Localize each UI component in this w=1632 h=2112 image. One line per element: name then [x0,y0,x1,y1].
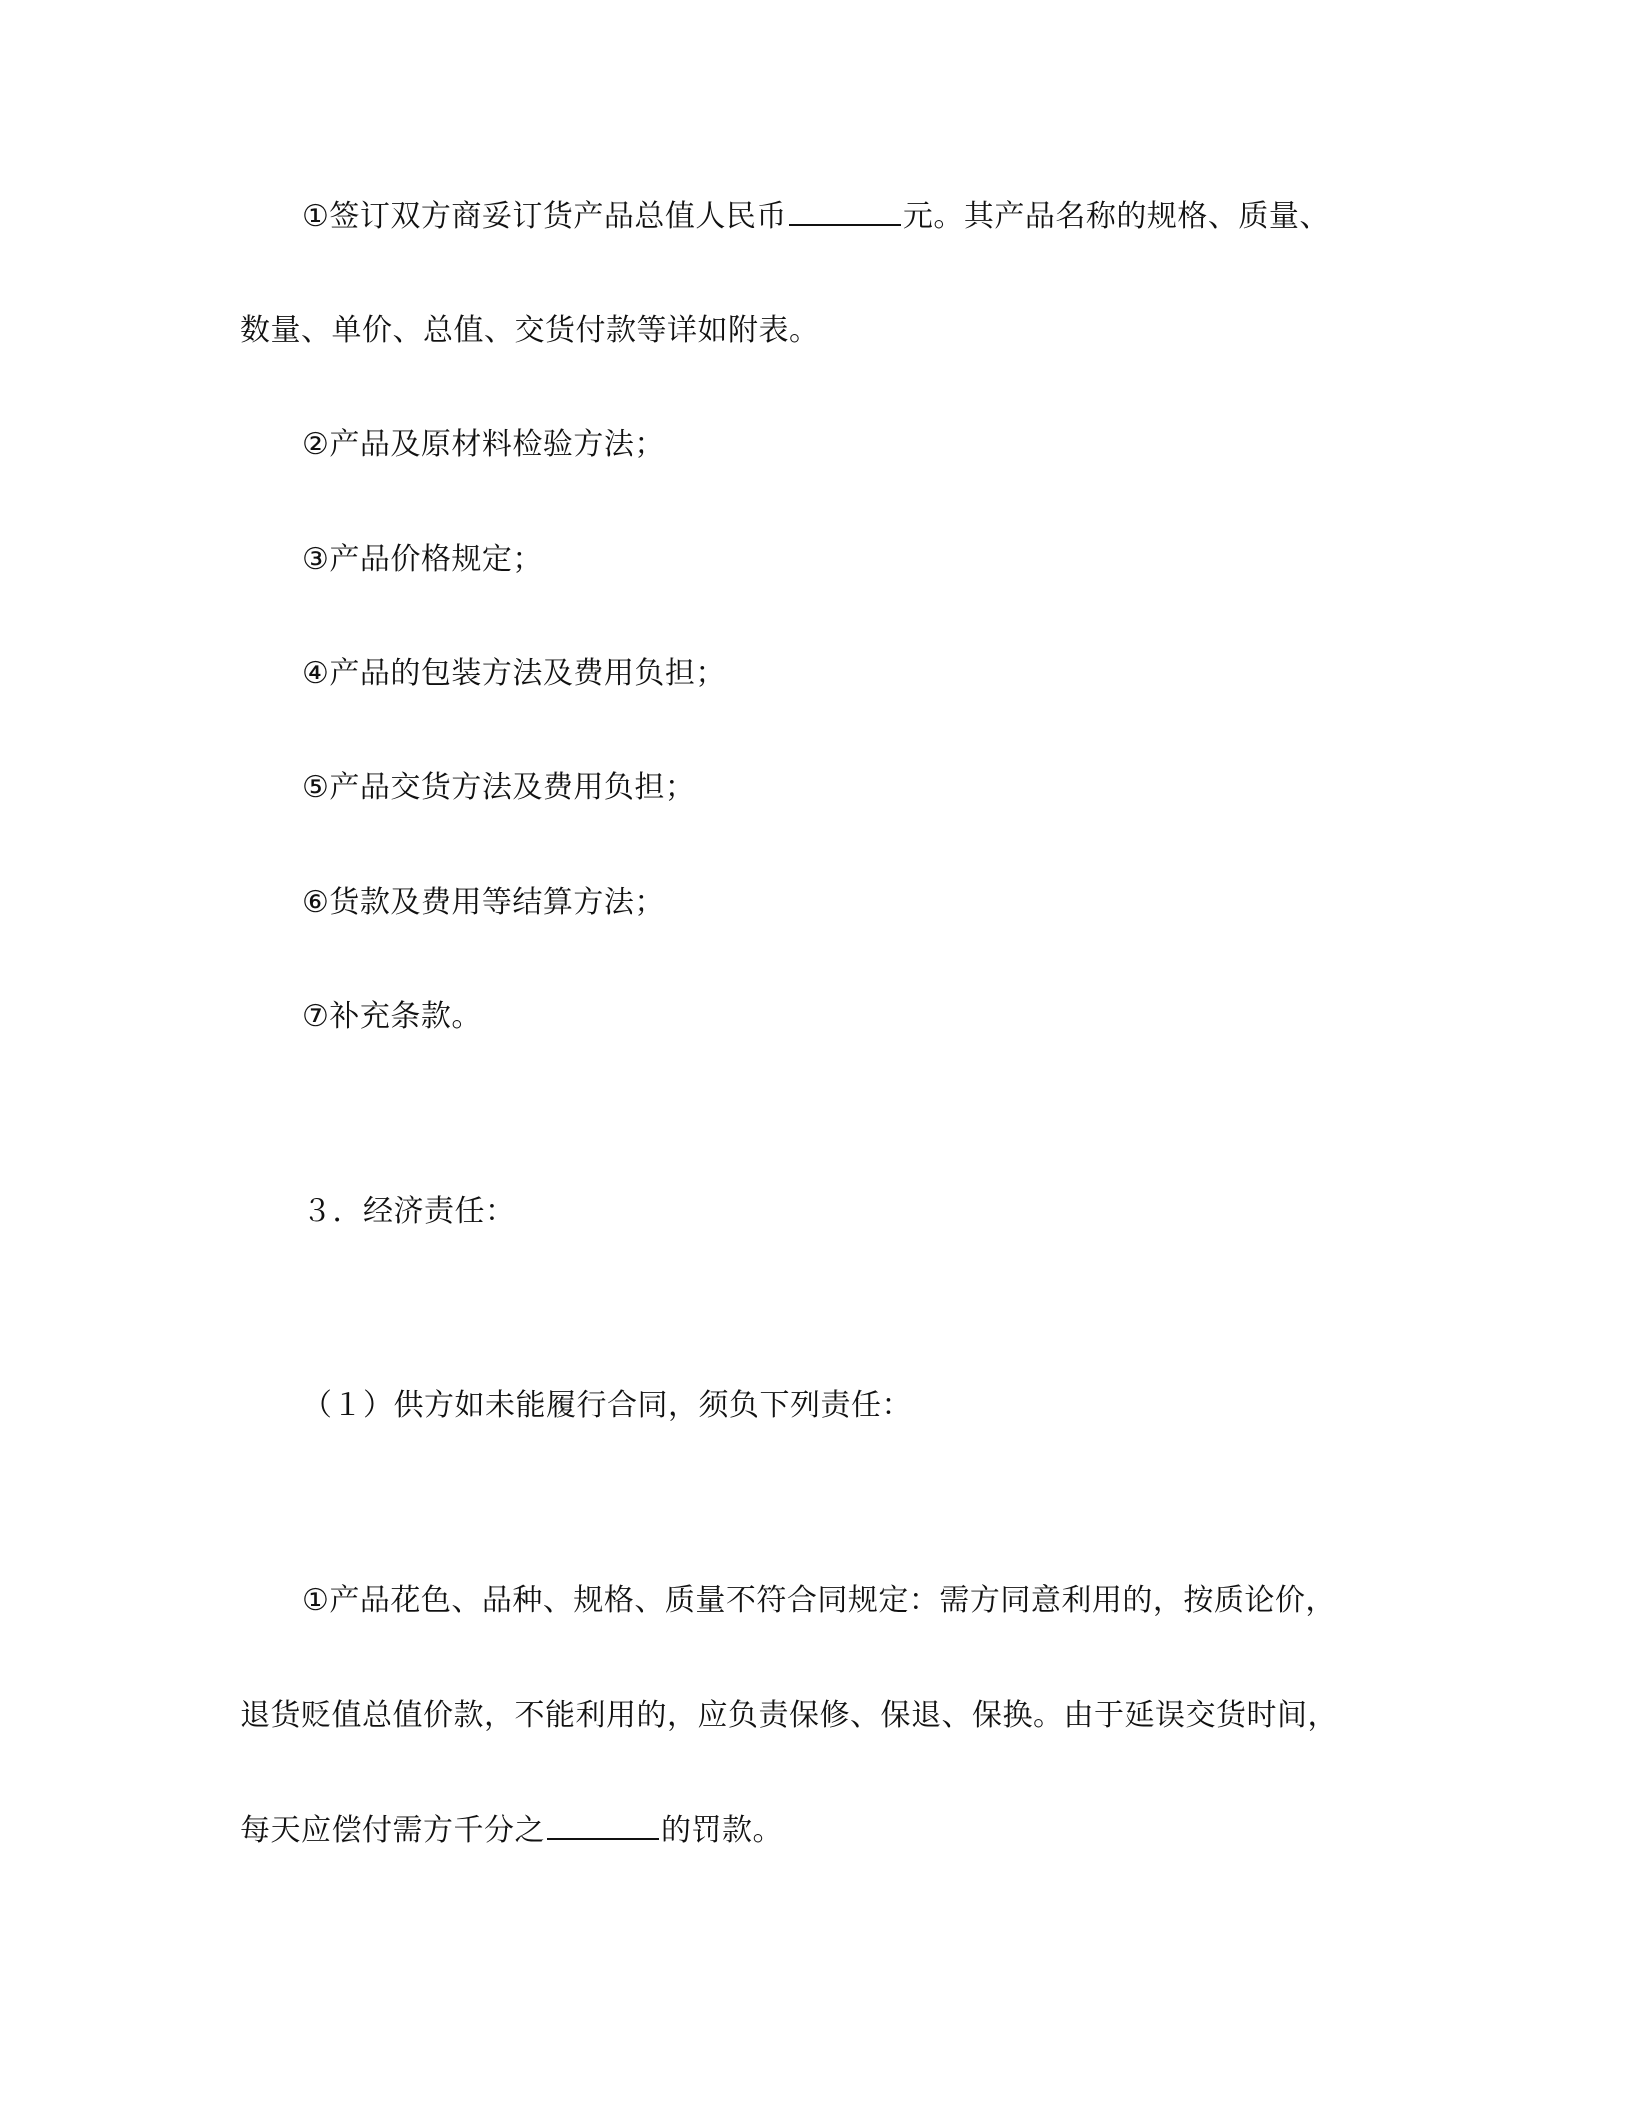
section-heading-economic-liability: ３．经济责任： [302,1194,516,1229]
text-segment: 元。其产品名称的规格、质量、 [902,199,1330,234]
blank-underline [789,196,901,226]
text-segment: 的罚款。 [661,1813,783,1848]
text-segment: ①签订双方商妥订货产品总值人民币 [302,199,787,234]
paragraph-total-value-line-2: 数量、单价、总值、交货付款等详如附表。 [240,313,820,348]
text-segment: 每天应偿付需方千分之 [240,1813,545,1848]
list-item-delivery: ⑤产品交货方法及费用负担； [302,770,696,805]
list-item-settlement: ⑥货款及费用等结算方法； [302,885,665,920]
subsection-heading-supplier-liability: （１）供方如未能履行合同，须负下列责任： [302,1388,912,1423]
paragraph-liability-line-2: 退货贬值总值价款，不能利用的，应负责保修、保退、保换。由于延误交货时间， [240,1698,1338,1733]
list-item-supplementary: ⑦补充条款。 [302,999,482,1034]
list-item-inspection: ②产品及原材料检验方法； [302,427,665,462]
blank-underline [547,1810,659,1840]
paragraph-liability-line-1: ①产品花色、品种、规格、质量不符合同规定：需方同意利用的，按质论价， [302,1583,1336,1618]
list-item-packaging: ④产品的包装方法及费用负担； [302,656,726,691]
list-item-price: ③产品价格规定； [302,542,543,577]
paragraph-liability-line-3 [240,1810,783,1851]
paragraph-total-value-line-1 [302,196,1330,237]
